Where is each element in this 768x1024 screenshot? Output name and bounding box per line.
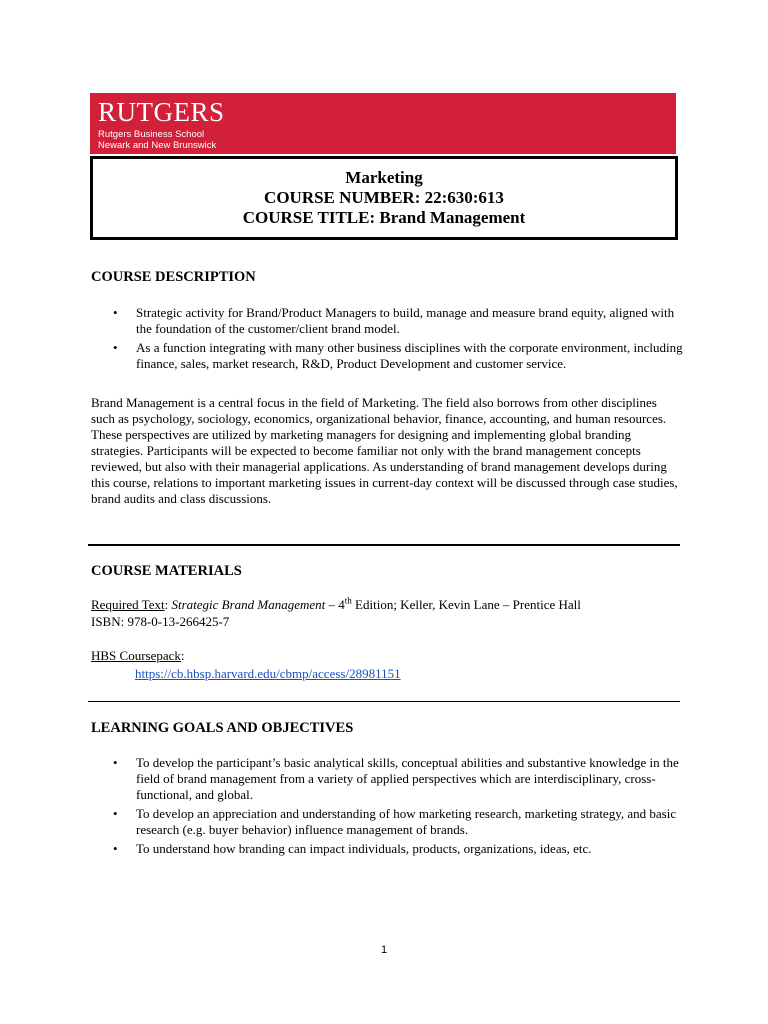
- coursepack-link[interactable]: https://cb.hbsp.harvard.edu/cbmp/access/28981151: [135, 666, 401, 681]
- required-text-line: Required Text: Strategic Brand Management – 4th Edition; Keller, Kevin Lane – Prentice Hall: [91, 595, 581, 612]
- list-item: • As a function integrating with many other business disciplines with the corporate environment, including finance, sales, market research, R&D, Product Development and customer service.: [113, 340, 683, 371]
- description-bullets: [91, 305, 683, 375]
- rutgers-banner: [90, 93, 676, 154]
- section-divider: [88, 544, 680, 546]
- course-title-box: [90, 156, 678, 240]
- learning-goals-heading: LEARNING GOALS AND OBJECTIVES: [91, 720, 354, 736]
- list-item: • To understand how branding can impact individuals, products, organizations, ideas, etc.: [113, 841, 592, 856]
- coursepack-line: HBS Coursepack:: [91, 648, 185, 663]
- list-item: • Strategic activity for Brand/Product Managers to build, manage and measure brand equity, aligned with the foundation of the customer/client brand model.: [113, 305, 675, 336]
- required-text-label: Required Text: [91, 597, 165, 612]
- description-paragraph: Brand Management is a central focus in the field of Marketing. The field also borrows from other disciplines such as psychology, sociology, economics, organizational behavior, finance, accounting, and human resources. These perspectives are utilized by marketing managers for designing and implementing global branding strategies. Participants will be expected to become familiar not only with the brand management concepts reviewed, but also with their managerial applications. As understanding of brand management develops during this course, relations to important marketing issues in current-day context will be discussed through case studies, brand audits and class discussions.: [91, 395, 678, 506]
- logo-subtitle: Rutgers Business School Newark and New Brunswick: [98, 129, 217, 151]
- coursepack-label: HBS Coursepack: [91, 648, 181, 663]
- course-materials-heading: COURSE MATERIALS: [91, 563, 242, 579]
- course-number: COURSE NUMBER: 22:630:613: [264, 188, 504, 207]
- course-description-heading: COURSE DESCRIPTION: [91, 269, 256, 285]
- section-divider: [88, 701, 680, 702]
- goals-bullets: [91, 755, 683, 860]
- isbn: ISBN: 978-0-13-266425-7: [91, 614, 230, 629]
- rutgers-logo: RUTGERS: [98, 97, 225, 127]
- book-title: Strategic Brand Management: [171, 597, 326, 612]
- course-title: COURSE TITLE: Brand Management: [242, 208, 526, 227]
- list-item: • To develop the participant’s basic analytical skills, conceptual abilities and substantive knowledge in the field of brand management from a variety of applied perspectives which are interdisciplinary, cross-functional, and global.: [113, 755, 679, 802]
- page-number: 1: [380, 944, 388, 956]
- department-name: Marketing: [345, 168, 423, 187]
- list-item: • To develop an appreciation and understanding of how marketing research, marketing strategy, and basic research (e.g. buyer behavior) influence management of brands.: [113, 806, 677, 837]
